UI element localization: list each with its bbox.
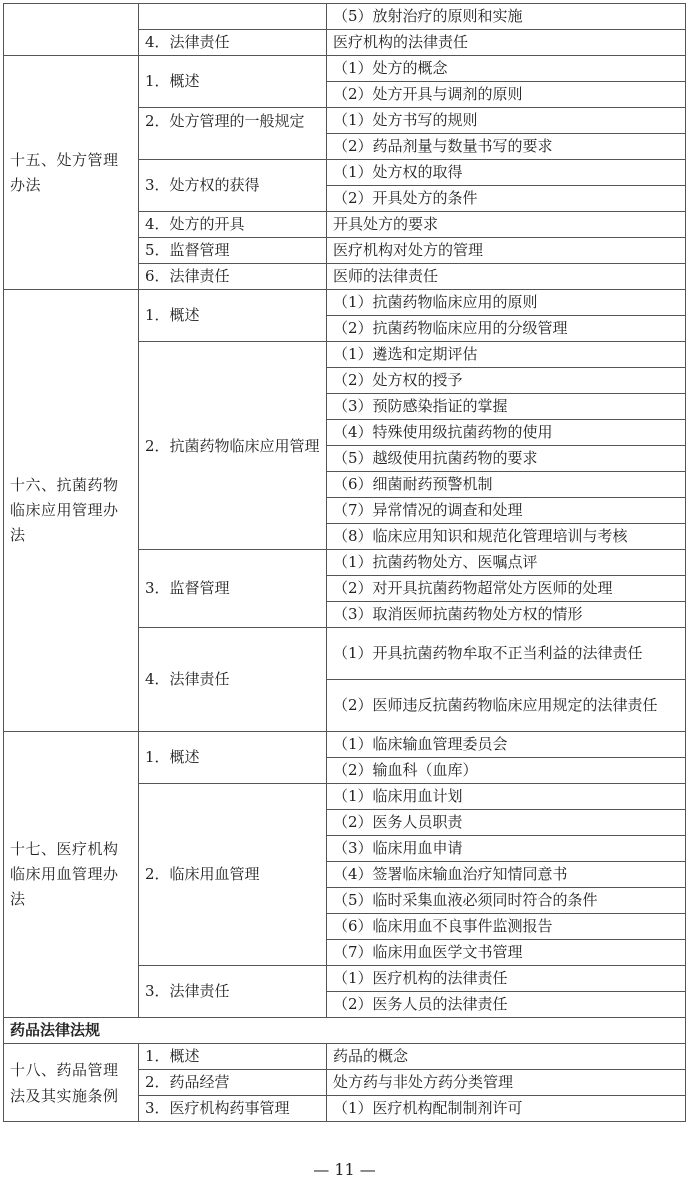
item-cell: 处方药与非处方药分类管理 [327,1070,686,1096]
item-cell: （8）临床应用知识和规范化管理培训与考核 [327,524,686,550]
unit-cell [4,4,139,56]
item-cell: （4）特殊使用级抗菌药物的使用 [327,420,686,446]
item-cell: 医疗机构的法律责任 [327,30,686,56]
item-cell: （1）临床用血计划 [327,784,686,810]
section-header-row [4,1018,686,1044]
subunit-cell: 1．概述 [139,290,327,342]
item-cell: （2）处方开具与调剂的原则 [327,82,686,108]
item-cell: （3）取消医师抗菌药物处方权的情形 [327,602,686,628]
item-cell: （1）抗菌药物临床应用的原则 [327,290,686,316]
item-cell: （2）抗菌药物临床应用的分级管理 [327,316,686,342]
unit-cell: 十七、医疗机构临床用血管理办法 [4,732,139,1018]
subunit-cell: 4．处方的开具 [139,212,327,238]
item-cell: 医师的法律责任 [327,264,686,290]
unit-cell: 十六、抗菌药物临床应用管理办法 [4,290,139,732]
subunit-cell: 6．法律责任 [139,264,327,290]
item-cell: （1）处方的概念 [327,56,686,82]
item-cell: （6）细菌耐药预警机制 [327,472,686,498]
subunit-cell: 1．概述 [139,56,327,108]
page-number: — 11 — [313,1160,376,1179]
unit-cell: 十五、处方管理办法 [4,56,139,290]
subunit-cell: 5．监督管理 [139,238,327,264]
item-cell: （2）医师违反抗菌药物临床应用规定的法律责任 [327,680,686,732]
table-row [4,1044,686,1070]
subunit-cell: 4．法律责任 [139,30,327,56]
item-cell: （5）临时采集血液必须同时符合的条件 [327,888,686,914]
item-cell: （3）预防感染指证的掌握 [327,394,686,420]
item-cell: （1）处方权的取得 [327,160,686,186]
table-row [4,290,686,316]
subunit-cell: 3．法律责任 [139,966,327,1018]
item-cell: （2）处方权的授予 [327,368,686,394]
item-cell: （5）越级使用抗菌药物的要求 [327,446,686,472]
table-row [4,56,686,82]
subunit-cell: 2．临床用血管理 [139,784,327,966]
subunit-cell: 3．处方权的获得 [139,160,327,212]
subunit-cell [139,4,327,30]
item-cell: 开具处方的要求 [327,212,686,238]
unit-cell: 十八、药品管理法及其实施条例 [4,1044,139,1122]
item-cell: （1）医疗机构配制制剂许可 [327,1096,686,1122]
item-cell: （7）临床用血医学文书管理 [327,940,686,966]
subunit-cell: 1．概述 [139,732,327,784]
item-cell: （7）异常情况的调查和处理 [327,498,686,524]
item-cell: 药品的概念 [327,1044,686,1070]
subunit-cell: 2．抗菌药物临床应用管理 [139,342,327,550]
item-cell: （1）遴选和定期评估 [327,342,686,368]
item-cell: （2）输血科（血库） [327,758,686,784]
table-row [4,732,686,758]
item-cell: （4）签署临床输血治疗知情同意书 [327,862,686,888]
item-cell: （2）医务人员的法律责任 [327,992,686,1018]
subunit-cell: 2．药品经营 [139,1070,327,1096]
item-cell: （6）临床用血不良事件监测报告 [327,914,686,940]
subunit-cell: 4．法律责任 [139,628,327,732]
subunit-cell: 1．概述 [139,1044,327,1070]
subunit-cell: 3．医疗机构药事管理 [139,1096,327,1122]
item-cell: （1）处方书写的规则 [327,108,686,134]
item-cell: （2）开具处方的条件 [327,186,686,212]
item-cell: （1）抗菌药物处方、医嘱点评 [327,550,686,576]
item-cell: 医疗机构对处方的管理 [327,238,686,264]
item-cell: （3）临床用血申请 [327,836,686,862]
table-row [4,4,686,30]
item-cell: （1）开具抗菌药物牟取不正当利益的法律责任 [327,628,686,680]
item-cell: （1）临床输血管理委员会 [327,732,686,758]
subunit-cell: 2．处方管理的一般规定 [139,108,327,160]
subunit-cell: 3．监督管理 [139,550,327,628]
item-cell: （5）放射治疗的原则和实施 [327,4,686,30]
section-header: 药品法律法规 [4,1018,686,1044]
syllabus-table [3,3,686,1122]
item-cell: （1）医疗机构的法律责任 [327,966,686,992]
item-cell: （2）药品剂量与数量书写的要求 [327,134,686,160]
item-cell: （2）医务人员职责 [327,810,686,836]
item-cell: （2）对开具抗菌药物超常处方医师的处理 [327,576,686,602]
